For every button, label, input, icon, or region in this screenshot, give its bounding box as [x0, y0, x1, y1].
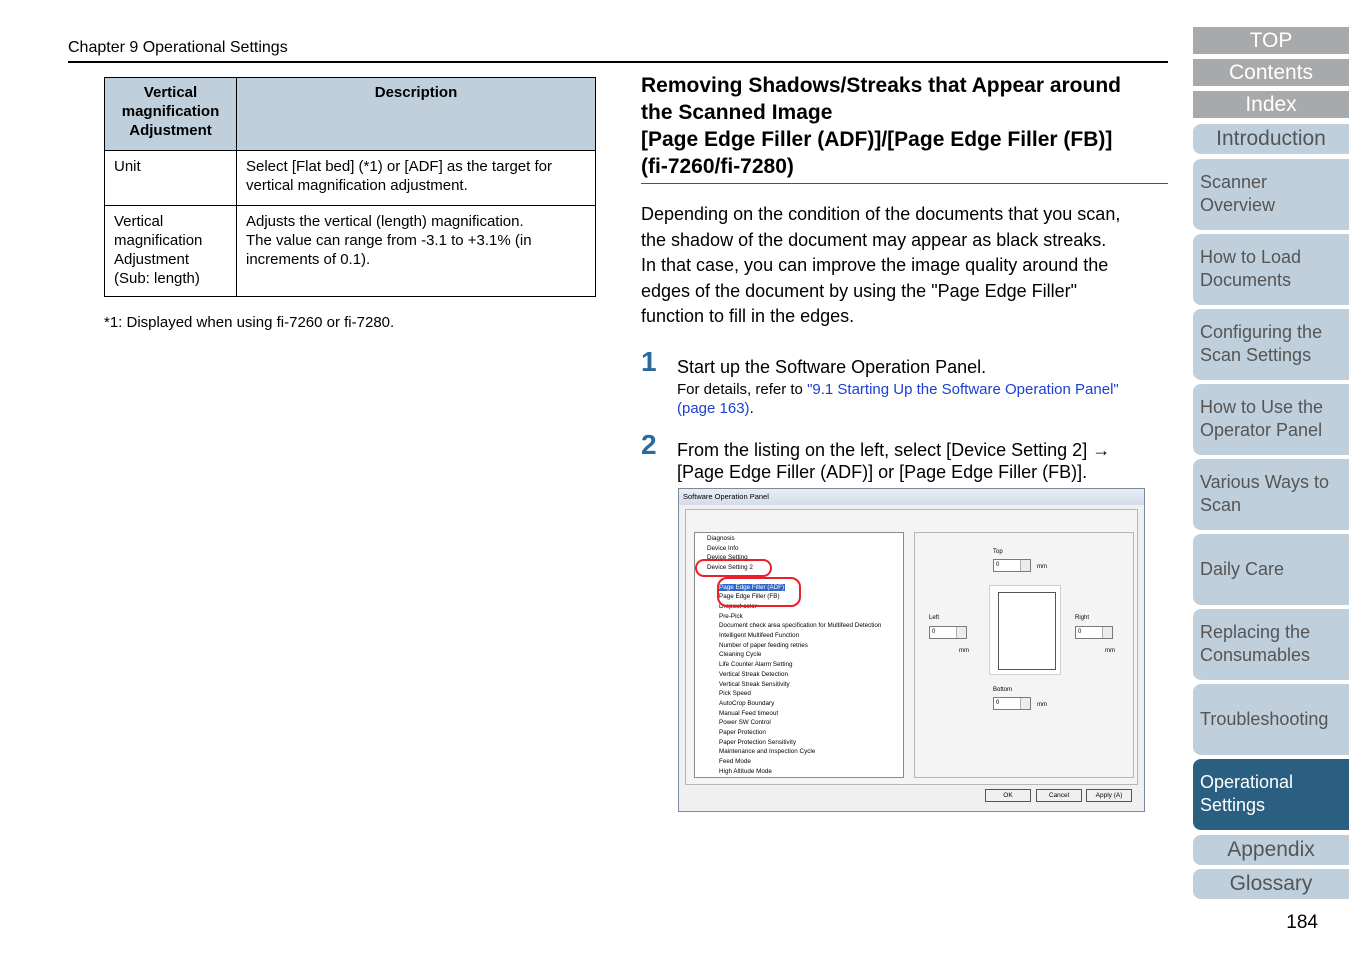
nav-tab-how-to-use[interactable] — [1193, 384, 1349, 455]
nav-index-button[interactable]: Index — [1193, 91, 1349, 118]
table-cell-line: The value can range from -3.1 to +3.1% (in increments of 0.1). — [246, 232, 532, 268]
intro-line: Depending on the condition of the documents that you scan, — [641, 204, 1121, 224]
tree-item[interactable]: Document check area specification for Multifeed Detection — [719, 622, 882, 630]
step-detail — [677, 380, 1157, 418]
bottom-label: Bottom — [993, 687, 1013, 693]
nav-tab-label: How to Use the — [1200, 397, 1324, 417]
page-edge-filler-panel — [914, 532, 1134, 778]
table-header-row — [105, 78, 596, 151]
ok-button[interactable]: OK — [985, 789, 1031, 802]
chapter-header: Chapter 9 Operational Settings — [68, 39, 288, 56]
nav-tab-how-to-load[interactable] — [1193, 234, 1349, 305]
tree-item[interactable]: Paper Protection Sensitivity — [719, 738, 796, 746]
window-frame — [685, 509, 1138, 785]
nav-tab-appendix[interactable]: Appendix — [1193, 835, 1349, 865]
unit-label: mm — [1037, 564, 1047, 570]
table-cell-description: Select [Flat bed] (*1) or [ADF] as the target for vertical magnification adjustment. — [237, 151, 596, 206]
table-header-name: Vertical magnification Adjustment — [105, 78, 237, 151]
bottom-stepper[interactable]: 0 — [993, 697, 1031, 710]
cancel-button[interactable]: Cancel — [1036, 789, 1082, 802]
table-cell-name — [105, 206, 237, 297]
unit-label: mm — [959, 648, 969, 654]
nav-tab-label: Scan — [1200, 495, 1242, 515]
nav-contents-button[interactable]: Contents — [1193, 59, 1349, 86]
right-stepper[interactable]: 0 — [1075, 626, 1113, 639]
nav-tab-label: Scanner — [1200, 172, 1268, 192]
nav-tab-label: Documents — [1200, 270, 1292, 290]
step-number: 1 — [641, 346, 657, 377]
unit-label: mm — [1105, 648, 1115, 654]
nav-top-button[interactable]: TOP — [1193, 27, 1349, 54]
nav-tab-introduction[interactable]: Introduction — [1193, 124, 1349, 154]
page-preview — [989, 585, 1061, 675]
tree-item-page-edge-filler-adf[interactable]: Page Edge Filler (ADF) — [719, 583, 785, 591]
tree-item[interactable]: Number of paper feeding retries — [719, 641, 808, 649]
nav-tab-configuring[interactable] — [1193, 309, 1349, 380]
tree-item[interactable]: Device Setting 2 — [707, 564, 753, 572]
tree-item[interactable]: High Altitude Mode — [719, 767, 772, 775]
tree-item[interactable]: Vertical Streak Sensitivity — [719, 680, 790, 688]
top-label: Top — [993, 549, 1003, 555]
table-cell-name: Unit — [105, 151, 237, 206]
tree-item[interactable]: Life Counter Alarm Setting — [719, 661, 793, 669]
nav-tab-label: How to Load — [1200, 247, 1302, 267]
tree-item[interactable]: Power SW Control — [719, 719, 771, 727]
step-1 — [641, 346, 1161, 417]
tree-item[interactable]: AutoCrop Boundary — [719, 699, 775, 707]
nav-tab-label: Consumables — [1200, 645, 1311, 665]
nav-tab-label: Overview — [1200, 195, 1276, 215]
tree-item[interactable]: Paper Protection — [719, 729, 766, 736]
intro-line: In that case, you can improve the image quality around the — [641, 255, 1109, 275]
title-line: [Page Edge Filler (ADF)]/[Page Edge Filler (FB)] — [641, 128, 1113, 151]
step-text: From the listing on the left, select [Device Setting 2] → [Page Edge Filler (ADF)] or [Page Edge Filler (FB)]. — [677, 440, 1111, 482]
step-detail-suffix: . — [749, 400, 754, 417]
table-cell-line: (Sub: length) — [114, 270, 200, 287]
nav-tab-various-ways[interactable] — [1193, 459, 1349, 530]
page-number: 184 — [1286, 912, 1318, 933]
nav-tab-label: Operational — [1200, 772, 1294, 792]
title-line: Removing Shadows/Streaks that Appear around — [641, 74, 1121, 97]
nav-tab-glossary[interactable]: Glossary — [1193, 869, 1349, 899]
step-number: 2 — [641, 429, 657, 460]
left-stepper[interactable]: 0 — [929, 626, 967, 639]
intro-line: function to fill in the edges. — [641, 306, 855, 326]
table-header-description: Description — [237, 78, 596, 151]
tree-item[interactable]: Pre-Pick — [719, 612, 743, 620]
intro-line: the shadow of the document may appear as black streaks. — [641, 229, 1107, 250]
nav-tab-label: Settings — [1200, 795, 1266, 815]
table-cell-line: Adjusts the vertical (length) magnification. — [246, 213, 524, 230]
nav-tab-scanner-overview[interactable] — [1193, 159, 1349, 230]
section-title — [641, 72, 1171, 180]
step-text: Start up the Software Operation Panel. — [677, 357, 987, 377]
left-label: Left — [929, 615, 940, 621]
nav-tab-label: Operator Panel — [1200, 420, 1323, 440]
tree-item[interactable]: Diagnosis — [707, 535, 735, 542]
table-cell-line: Vertical magnification — [114, 213, 203, 249]
header-rule — [68, 61, 1168, 63]
window-title: Software Operation Panel — [679, 489, 1144, 505]
tree-item[interactable]: Dropout color — [719, 602, 757, 610]
tree-item[interactable]: Device Setting — [707, 554, 748, 562]
title-line: (fi-7260/fi-7280) — [641, 155, 794, 178]
tree-item[interactable]: Device Info — [707, 544, 739, 552]
tree-item[interactable]: Intelligent Multifeed Function — [719, 632, 800, 639]
title-line: the Scanned Image — [641, 101, 833, 124]
apply-button[interactable]: Apply (A) — [1086, 789, 1132, 802]
title-rule — [641, 183, 1168, 184]
tree-item-page-edge-filler-fb[interactable]: Page Edge Filler (FB) — [719, 593, 780, 601]
intro-paragraph — [641, 202, 1166, 330]
reference-link[interactable]: "9.1 Starting Up the Software Operation Panel" (page 163) — [677, 381, 1119, 417]
nav-tab-operational-settings[interactable] — [1193, 759, 1349, 830]
nav-tab-troubleshooting[interactable]: Troubleshooting — [1193, 684, 1349, 755]
nav-tab-replacing[interactable] — [1193, 609, 1349, 680]
nav-tab-label: Various Ways to — [1200, 472, 1330, 492]
step-2 — [641, 429, 1161, 485]
unit-label: mm — [1037, 702, 1047, 708]
table-cell-description — [237, 206, 596, 297]
tree-item[interactable]: Maintenance and Inspection Cycle — [719, 748, 816, 756]
vertical-magnification-table — [104, 77, 596, 297]
top-stepper[interactable]: 0 — [993, 559, 1031, 572]
highlight-ring — [717, 577, 801, 607]
tree-item[interactable]: Manual Feed timeout — [719, 709, 779, 717]
highlight-ring — [695, 559, 772, 577]
tree-item[interactable]: Vertical Streak Detection — [719, 670, 788, 678]
step-detail-prefix: For details, refer to — [677, 381, 808, 398]
table-cell-line: Adjustment — [114, 251, 190, 268]
tree-item[interactable]: Cleaning Cycle — [719, 651, 762, 659]
right-label: Right — [1075, 615, 1090, 621]
table-row — [105, 151, 596, 206]
intro-line: edges of the document by using the "Page Edge Filler" — [641, 280, 1078, 301]
table-footnote: *1: Displayed when using fi-7260 or fi-7280. — [104, 314, 395, 331]
nav-tab-label: Replacing the — [1200, 622, 1311, 642]
tree-item[interactable]: Feed Mode — [719, 758, 751, 766]
tree-item[interactable]: Pick Speed — [719, 690, 751, 698]
software-operation-panel-screenshot — [678, 488, 1145, 812]
table-row — [105, 206, 596, 297]
nav-tab-label: Scan Settings — [1200, 345, 1312, 365]
nav-tab-daily-care[interactable]: Daily Care — [1193, 534, 1349, 605]
page-edge-outline — [998, 592, 1056, 670]
nav-tab-label: Configuring the — [1200, 322, 1323, 342]
